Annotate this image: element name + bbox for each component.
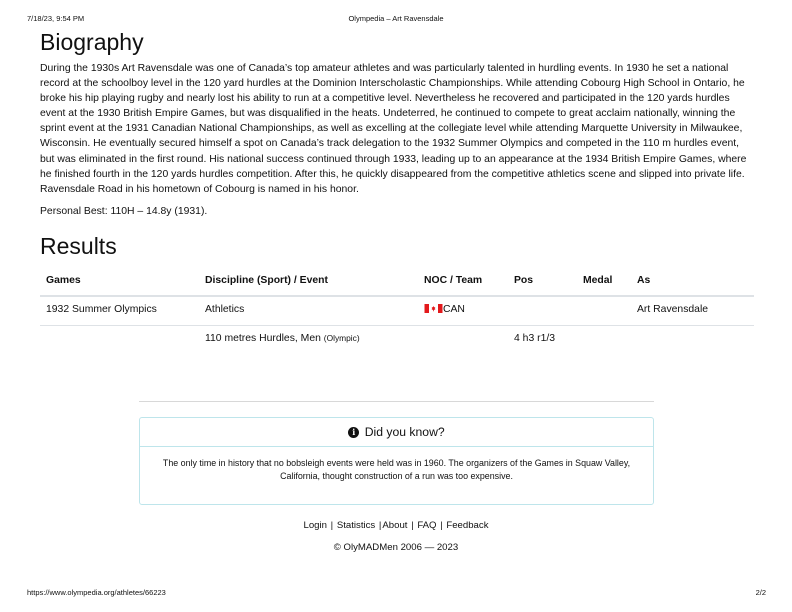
did-you-know-title: Did you know?	[364, 425, 445, 439]
did-you-know-card	[139, 417, 654, 505]
column-header-as: As	[631, 269, 754, 296]
games-link[interactable]: 1932 Summer Olympics	[40, 296, 199, 326]
biography-heading: Biography	[40, 29, 144, 55]
did-you-know-text: The only time in history that no bobsleigh events were held was in 1960. The organizers of the Games in Squaw Valley, California, thought construction of a run was too expensive.	[162, 458, 631, 482]
footer-link-statistics[interactable]: Statistics	[336, 520, 376, 531]
medal-cell	[577, 325, 631, 354]
footer-link-login[interactable]: Login	[303, 520, 327, 531]
separator: |	[330, 520, 334, 531]
separator: |	[378, 520, 382, 531]
footer-link-faq[interactable]: FAQ	[417, 520, 437, 531]
biography-text: During the 1930s Art Ravensdale was one of Canada’s top amateur athletes and was particularly talented in hurdling events. In 1930 he set a national record at the schoolboy level in the 120 yard hurdles at the Dominion Interscholastic Championships. While attending Cobourg High School in Ontario, he broke his hip playing rugby and nearly lost his ability to run at a competitive level. Nevertheless he recovered and participated in the 120 yards hurdles event at the 1930 British Empire Games, but was disqualified in the heats. Undeterred, he continued to compete to great acclaim nationally, winning the sprint event at the 1931 Canadian National Championships, as well as excelling at the collegiate level while attending Marquette University in Milwaukee, Wisconsin. He eventually secured himself a spot on Canada’s track delegation to the 1932 Summer Olympics and competed in the 110 m hurdles event, but was eliminated in the first round. His national success continued through 1933, leading up to an appearance at the 1934 British Empire Games, where he finished fourth in the 120 yards hurdles competition. After this, he quickly disappeared from the competitive athletics scene and slipped into private life. Ravensdale Road in his hometown of Cobourg is named in his honor.	[40, 63, 747, 195]
separator: |	[411, 520, 414, 531]
separator: |	[440, 520, 443, 531]
print-url: https://www.olympedia.org/athletes/66223	[27, 588, 166, 597]
print-page-title: Olympedia – Art Ravensdale	[348, 14, 444, 23]
canada-flag-icon	[424, 304, 443, 313]
table-row	[40, 296, 754, 326]
personal-best: Personal Best: 110H – 14.8y (1931).	[40, 205, 208, 217]
table-header-row	[40, 269, 754, 296]
footer-link-feedback[interactable]: Feedback	[446, 520, 489, 531]
table-row	[40, 325, 754, 354]
pos-cell: 4 h3 r1/3	[514, 332, 556, 344]
games-cell	[40, 325, 199, 354]
main-content	[40, 28, 754, 354]
print-page-number: 2/2	[755, 588, 766, 597]
as-name-link[interactable]: Art Ravensdale	[631, 296, 754, 326]
column-header-pos: Pos	[508, 269, 577, 296]
event-note: (Olympic)	[323, 332, 360, 343]
noc-cell	[418, 325, 508, 354]
info-circle-icon: i	[348, 427, 359, 438]
discipline-link[interactable]: Athletics	[199, 296, 418, 326]
footer-nav	[0, 520, 792, 531]
column-header-medal: Medal	[577, 269, 631, 296]
as-cell	[631, 325, 754, 354]
column-header-games: Games	[40, 269, 199, 296]
results-table	[40, 269, 754, 354]
event-cell[interactable]	[199, 325, 418, 354]
pos-cell	[508, 296, 577, 326]
divider	[139, 401, 654, 402]
footer-link-about[interactable]: About	[382, 520, 408, 531]
print-datetime: 7/18/23, 9:54 PM	[27, 14, 85, 23]
column-header-noc: NOC / Team	[418, 269, 508, 296]
column-header-discipline: Discipline (Sport) / Event	[199, 269, 418, 296]
medal-cell	[577, 296, 631, 326]
copyright: © OlyMADMen 2006 — 2023	[333, 542, 459, 553]
noc-cell[interactable]	[418, 296, 508, 326]
noc-code: CAN	[443, 303, 465, 315]
did-you-know-header	[140, 418, 653, 447]
print-header	[0, 14, 792, 26]
results-heading: Results	[40, 232, 117, 259]
event-link[interactable]: 110 metres Hurdles, Men	[205, 332, 321, 344]
